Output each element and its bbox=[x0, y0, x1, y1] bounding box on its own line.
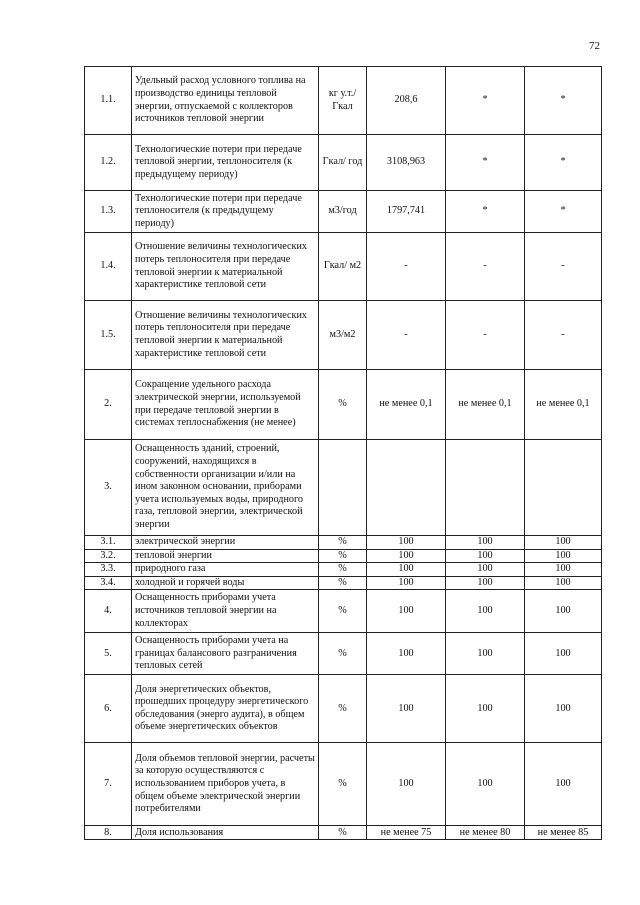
row-number: 4. bbox=[85, 590, 132, 633]
indicator-name: природного газа bbox=[132, 563, 319, 577]
row-number: 3.2. bbox=[85, 549, 132, 563]
value-cell-3: не менее 85 bbox=[525, 826, 602, 840]
indicator-name: Технологические потери при передаче теплоносителя (к предыдущему периоду) bbox=[132, 191, 319, 233]
unit-cell: % bbox=[319, 633, 367, 675]
value-cell-3: 100 bbox=[525, 536, 602, 550]
indicator-name: Доля объемов тепловой энергии, расчеты за которую осуществляются с использованием приборов учета, в общем объеме электрической энергии потребителями bbox=[132, 743, 319, 826]
value-cell-1: 1797,741 bbox=[367, 191, 446, 233]
value-cell-2: не менее 80 bbox=[446, 826, 525, 840]
value-cell-2: 100 bbox=[446, 549, 525, 563]
unit-cell: м3/год bbox=[319, 191, 367, 233]
value-cell-1: не менее 0,1 bbox=[367, 370, 446, 440]
table-row bbox=[85, 67, 602, 135]
unit-cell: % bbox=[319, 743, 367, 826]
indicator-name: тепловой энергии bbox=[132, 549, 319, 563]
table-row bbox=[85, 301, 602, 370]
value-cell-1: 100 bbox=[367, 743, 446, 826]
value-cell-1: не менее 75 bbox=[367, 826, 446, 840]
value-cell-2 bbox=[446, 440, 525, 536]
value-cell-3: 100 bbox=[525, 549, 602, 563]
row-number: 1.3. bbox=[85, 191, 132, 233]
value-cell-3: 100 bbox=[525, 743, 602, 826]
value-cell-1: - bbox=[367, 233, 446, 301]
indicators-table bbox=[84, 66, 602, 840]
value-cell-3: * bbox=[525, 67, 602, 135]
indicator-name: Доля энергетических объектов, прошедших процедуру энергетического обследования (энерго аудита), в общем объеме энергетических объектов bbox=[132, 675, 319, 743]
table-row bbox=[85, 440, 602, 536]
value-cell-3: * bbox=[525, 135, 602, 191]
value-cell-1: 100 bbox=[367, 590, 446, 633]
value-cell-3: 100 bbox=[525, 633, 602, 675]
value-cell-2: 100 bbox=[446, 675, 525, 743]
indicator-name: Удельный расход условного топлива на производство единицы тепловой энергии, отпускаемой с коллекторов источников тепловой энергии bbox=[132, 67, 319, 135]
value-cell-2: 100 bbox=[446, 590, 525, 633]
row-number: 1.4. bbox=[85, 233, 132, 301]
row-number: 2. bbox=[85, 370, 132, 440]
row-number: 3. bbox=[85, 440, 132, 536]
row-number: 3.3. bbox=[85, 563, 132, 577]
value-cell-3: 100 bbox=[525, 576, 602, 590]
indicator-name: Оснащенность зданий, строений, сооружений, находящихся в собственности организации и/или на ином законном основании, приборами учета используемых воды, природного газа, тепловой энергии, электрической энергии bbox=[132, 440, 319, 536]
value-cell-1: 100 bbox=[367, 563, 446, 577]
row-number: 7. bbox=[85, 743, 132, 826]
unit-cell: % bbox=[319, 370, 367, 440]
value-cell-2: * bbox=[446, 191, 525, 233]
page-number: 72 bbox=[589, 40, 600, 52]
value-cell-2: - bbox=[446, 301, 525, 370]
indicator-name: Отношение величины технологических потерь теплоносителя при передаче тепловой энергии к материальной характеристике тепловой сети bbox=[132, 301, 319, 370]
value-cell-1 bbox=[367, 440, 446, 536]
value-cell-2: 100 bbox=[446, 576, 525, 590]
row-number: 8. bbox=[85, 826, 132, 840]
table-row bbox=[85, 743, 602, 826]
row-number: 1.2. bbox=[85, 135, 132, 191]
indicator-name: Оснащенность приборами учета источников тепловой энергии на коллекторах bbox=[132, 590, 319, 633]
value-cell-1: 208,6 bbox=[367, 67, 446, 135]
table-row bbox=[85, 563, 602, 577]
value-cell-2: * bbox=[446, 135, 525, 191]
value-cell-3: - bbox=[525, 233, 602, 301]
unit-cell: м3/м2 bbox=[319, 301, 367, 370]
row-number: 3.1. bbox=[85, 536, 132, 550]
table-row bbox=[85, 576, 602, 590]
table-row bbox=[85, 549, 602, 563]
value-cell-1: 100 bbox=[367, 536, 446, 550]
value-cell-1: 100 bbox=[367, 576, 446, 590]
unit-cell: % bbox=[319, 675, 367, 743]
table-row bbox=[85, 675, 602, 743]
value-cell-2: - bbox=[446, 233, 525, 301]
unit-cell: кг у.т./ Гкал bbox=[319, 67, 367, 135]
row-number: 1.1. bbox=[85, 67, 132, 135]
table-row bbox=[85, 370, 602, 440]
unit-cell: % bbox=[319, 576, 367, 590]
unit-cell: Гкал/ м2 bbox=[319, 233, 367, 301]
table-row bbox=[85, 233, 602, 301]
indicator-name: Технологические потери при передаче тепловой энергии, теплоносителя (к предыдущему периоду) bbox=[132, 135, 319, 191]
value-cell-2: 100 bbox=[446, 743, 525, 826]
table-row bbox=[85, 536, 602, 550]
value-cell-3: 100 bbox=[525, 563, 602, 577]
value-cell-1: 100 bbox=[367, 549, 446, 563]
value-cell-3: не менее 0,1 bbox=[525, 370, 602, 440]
value-cell-2: не менее 0,1 bbox=[446, 370, 525, 440]
value-cell-1: 3108,963 bbox=[367, 135, 446, 191]
table-row bbox=[85, 633, 602, 675]
row-number: 5. bbox=[85, 633, 132, 675]
unit-cell: % bbox=[319, 536, 367, 550]
unit-cell bbox=[319, 440, 367, 536]
value-cell-2: 100 bbox=[446, 563, 525, 577]
table-row bbox=[85, 590, 602, 633]
value-cell-3: - bbox=[525, 301, 602, 370]
unit-cell: Гкал/ год bbox=[319, 135, 367, 191]
value-cell-3: 100 bbox=[525, 675, 602, 743]
table-row bbox=[85, 135, 602, 191]
value-cell-1: - bbox=[367, 301, 446, 370]
indicator-name: Отношение величины технологических потерь теплоносителя при передаче тепловой энергии к материальной характеристике тепловой сети bbox=[132, 233, 319, 301]
table-row bbox=[85, 826, 602, 840]
row-number: 1.5. bbox=[85, 301, 132, 370]
row-number: 6. bbox=[85, 675, 132, 743]
indicator-name: холодной и горячей воды bbox=[132, 576, 319, 590]
indicator-name: Доля использования bbox=[132, 826, 319, 840]
value-cell-1: 100 bbox=[367, 675, 446, 743]
indicator-name: Сокращение удельного расхода электрической энергии, используемой при передаче тепловой энергии в системах теплоснабжения (не менее) bbox=[132, 370, 319, 440]
value-cell-3: * bbox=[525, 191, 602, 233]
value-cell-3 bbox=[525, 440, 602, 536]
value-cell-1: 100 bbox=[367, 633, 446, 675]
unit-cell: % bbox=[319, 549, 367, 563]
unit-cell: % bbox=[319, 826, 367, 840]
value-cell-2: 100 bbox=[446, 536, 525, 550]
value-cell-3: 100 bbox=[525, 590, 602, 633]
value-cell-2: * bbox=[446, 67, 525, 135]
table-row bbox=[85, 191, 602, 233]
row-number: 3.4. bbox=[85, 576, 132, 590]
unit-cell: % bbox=[319, 563, 367, 577]
indicator-name: Оснащенность приборами учета на границах балансового разграничения тепловых сетей bbox=[132, 633, 319, 675]
unit-cell: % bbox=[319, 590, 367, 633]
indicator-name: электрической энергии bbox=[132, 536, 319, 550]
value-cell-2: 100 bbox=[446, 633, 525, 675]
